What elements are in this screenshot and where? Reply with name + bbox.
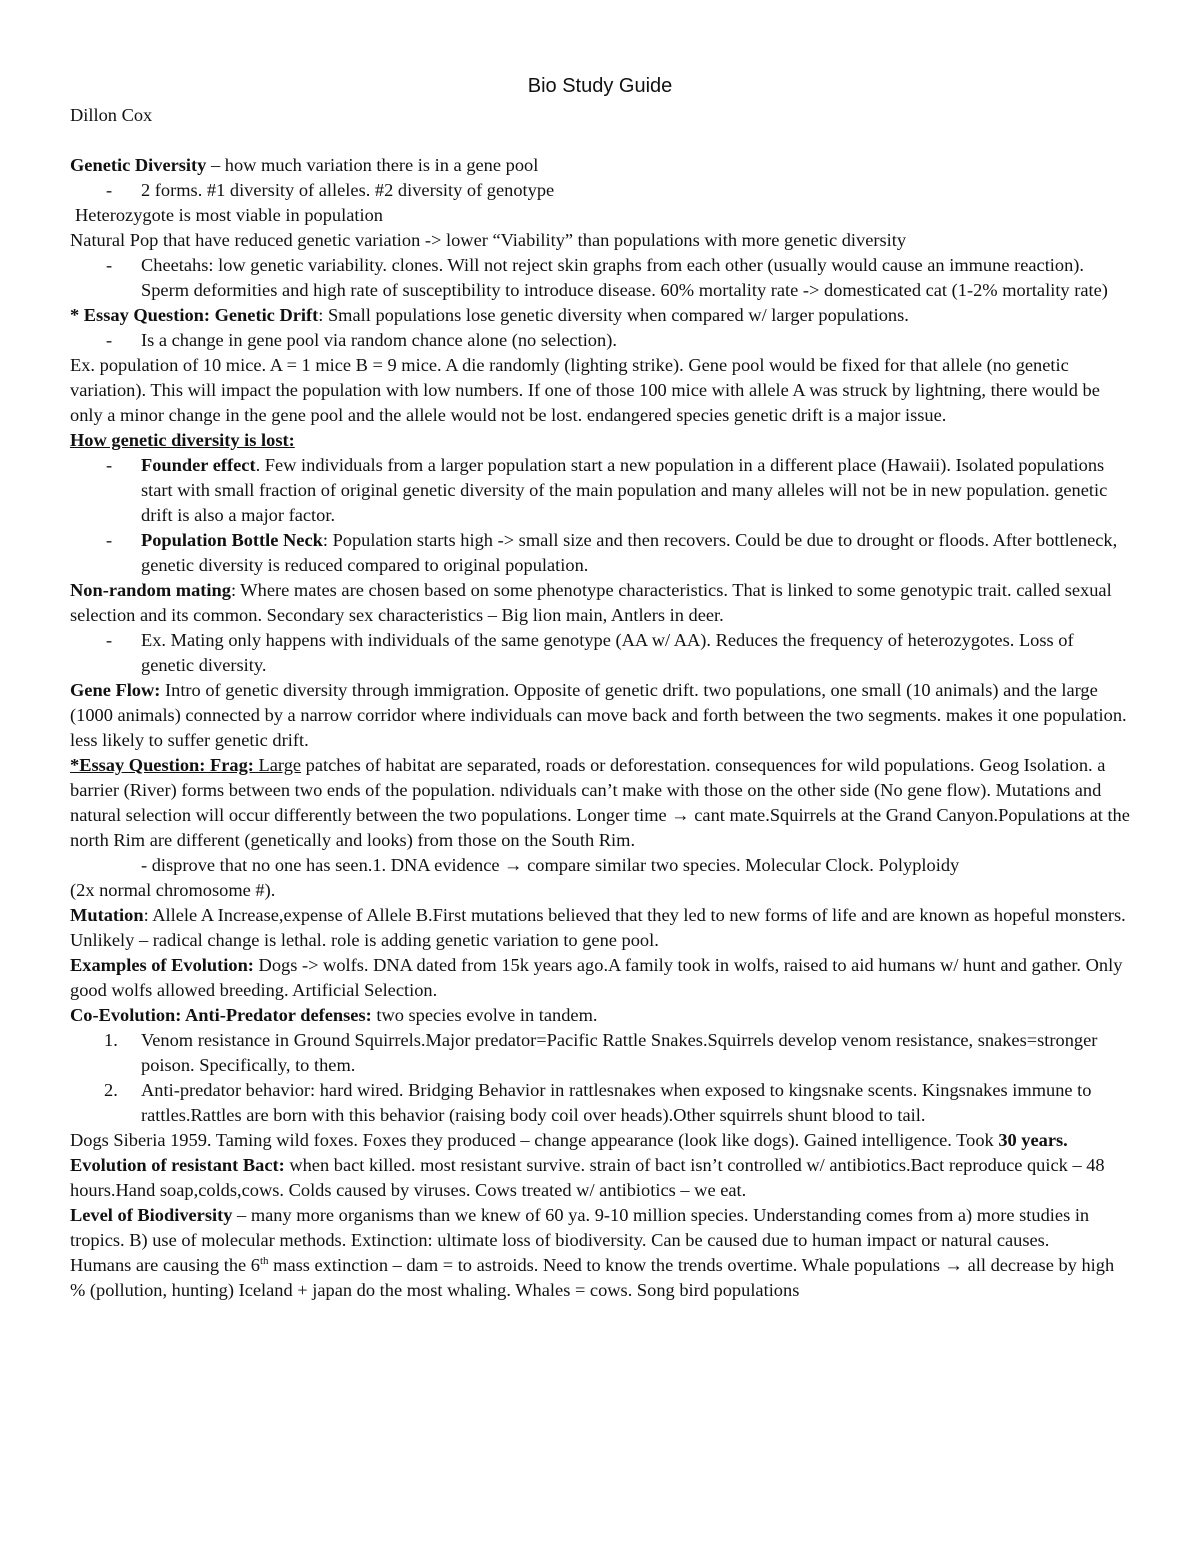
genetic-diversity-term: Genetic Diversity xyxy=(70,155,207,175)
blank-line xyxy=(70,128,1130,153)
genetic-drift-paragraph: * Essay Question: Genetic Drift: Small populations lose genetic diversity when compared w/ larger populations. xyxy=(70,305,909,325)
biodiversity-paragraph: Level of Biodiversity – many more organisms than we knew of 60 ya. 9-10 million species. Understanding comes from a) more studies in tropics. B) use of molecular methods. Extinction: ultimate loss of biodiversity. Can be caused due to human impact or natural causes. xyxy=(70,1205,1090,1250)
founder-effect-term: Founder effect xyxy=(141,455,256,475)
list-item: - Is a change in gene pool via random chance alone (no selection). xyxy=(70,328,1130,353)
frag-subline-end: (2x normal chromosome #). xyxy=(70,880,276,900)
list-item: - Cheetahs: low genetic variability. clones. Will not reject skin graphs from each other (usually would cause an immune reaction). Sperm deformities and high rate of susceptibility to introduce disease. 60% mortality rate -> domesticated cat (1-2% mortality rate) xyxy=(106,255,1108,300)
non-random-mating-term: Non-random mating xyxy=(70,580,231,600)
dash-bullet: - xyxy=(106,455,113,475)
dash-bullet: - xyxy=(106,180,113,200)
frag-term: *Essay Question: Frag: xyxy=(70,755,259,775)
genetic-diversity-lost-heading: How genetic diversity is lost: xyxy=(70,430,295,450)
heterozygote-line: Heterozygote is most viable in population xyxy=(75,205,383,225)
genetic-diversity-definition: – how much variation there is in a gene pool xyxy=(206,155,539,175)
dogs-siberia-paragraph: Dogs Siberia 1959. Taming wild foxes. Foxes they produced – change appearance (look like dogs). Gained intelligence. Took 30 years. xyxy=(70,1130,1068,1150)
list-number: 2. xyxy=(104,1080,118,1100)
bottle-neck-term: Population Bottle Neck xyxy=(141,530,323,550)
genetic-drift-term: * Essay Question: Genetic Drift xyxy=(70,305,319,325)
arrow-icon: → xyxy=(504,855,523,875)
non-random-mating-paragraph: Non-random mating: Where mates are chosen based on some phenotype characteristics. That is linked to some genotypic trait. called sexual selection and its common. Secondary sex characteristics – Big lion main, Antlers in deer. xyxy=(70,580,1112,625)
dash-bullet: - xyxy=(106,530,113,550)
mutation-term: Mutation xyxy=(70,905,144,925)
resistant-bact-paragraph: Evolution of resistant Bact: when bact killed. most resistant survive. strain of bact isn’t controlled w/ antibiotics.Bact reproduce quick – 48 hours.Hand soap,colds,cows. Colds caused by viruses. Cows treated w/ antibiotics – we eat. xyxy=(70,1155,1105,1200)
document-title: Bio Study Guide xyxy=(527,75,673,97)
numbered-item: 2. Anti-predator behavior: hard wired. Bridging Behavior in rattlesnakes when exposed to kingsnake scents. Kingsnakes immune to rattles.Rattles are born with this behavior (raising body coil over heads).Other squirrels shunt blood to tail. xyxy=(104,1080,1092,1125)
genetic-drift-example: Ex. population of 10 mice. A = 1 mice B = 9 mice. A die randomly (lighting strike). Gene pool would be fixed for that allele (no genetic variation). This will impact the population with low numbers. If one of those 100 mice with allele A was struck by lightning, there would be only a minor change in the gene pool and the allele would not be lost. endangered species genetic drift is a major issue. xyxy=(70,355,1100,425)
coevolution-term: Co-Evolution: Anti-Predator defenses: xyxy=(70,1005,372,1025)
arrow-icon: → xyxy=(671,805,690,825)
biodiversity-term: Level of Biodiversity xyxy=(70,1205,233,1225)
list-item: - 2 forms. #1 diversity of alleles. #2 diversity of genotype xyxy=(70,178,1130,203)
list-item: - Founder effect. Few individuals from a larger population start a new population in a different place (Hawaii). Isolated populations start with small fraction of original genetic diversity of the main population and many alleles will not be in new population. genetic drift is also a major factor. xyxy=(106,455,1108,525)
frag-paragraph: *Essay Question: Frag: Large patches of habitat are separated, roads or deforestation. consequences for wild populations. Geog Isolation. a barrier (River) forms between two ends of the population. ndividuals can’t make with those on the other side (No gene flow). Mutations and natural selection will occur differently between the two populations. Longer time → cant mate.Squirrels at the Grand Canyon.Populations at the north Rim are different (genetically and looks) from those on the South Rim. xyxy=(70,755,1130,850)
dash-bullet: - xyxy=(106,630,113,650)
resistant-bact-term: Evolution of resistant Bact: xyxy=(70,1155,285,1175)
author-name: Dillon Cox xyxy=(70,105,153,125)
coevolution-paragraph: Co-Evolution: Anti-Predator defenses: two species evolve in tandem. xyxy=(70,1005,598,1025)
humans-paragraph: Humans are causing the 6th mass extinction – dam = to astroids. Need to know the trends overtime. Whale populations → all decrease by high % (pollution, hunting) Iceland + japan do the most whaling. Whales = cows. Song bird populations xyxy=(70,1254,1115,1300)
examples-term: Examples of Evolution: xyxy=(70,955,254,975)
mutation-paragraph: Mutation: Allele A Increase,expense of Allele B.First mutations believed that they led to new forms of life and are known as hopeful monsters. Unlikely – radical change is lethal. role is adding genetic variation to gene pool. xyxy=(70,905,1126,950)
dash-bullet: - xyxy=(106,255,113,275)
dash-bullet: - xyxy=(106,330,113,350)
list-item: - Ex. Mating only happens with individuals of the same genotype (AA w/ AA). Reduces the frequency of heterozygotes. Loss of genetic diversity. xyxy=(106,630,1074,675)
natural-pop-line: Natural Pop that have reduced genetic variation -> lower “Viability” than populations with more genetic diversity xyxy=(70,230,907,250)
list-item: - Population Bottle Neck: Population starts high -> small size and then recovers. Could be due to drought or floods. After bottleneck, genetic diversity is reduced compared to original population. xyxy=(106,530,1118,575)
arrow-icon: → xyxy=(944,1255,963,1275)
gene-flow-term: Gene Flow: xyxy=(70,680,161,700)
genetic-diversity-paragraph xyxy=(70,153,1130,178)
list-number: 1. xyxy=(104,1030,118,1050)
numbered-item: 1. Venom resistance in Ground Squirrels.Major predator=Pacific Rattle Snakes.Squirrels develop venom resistance, snakes=stronger poison. Specifically, to them. xyxy=(104,1030,1098,1075)
gene-flow-paragraph: Gene Flow: Intro of genetic diversity through immigration. Opposite of genetic drift. two populations, one small (10 animals) and the large (1000 animals) connected by a narrow corridor where individuals can move back and forth between the two segments. makes it one population. less likely to suffer genetic drift. xyxy=(70,680,1127,750)
examples-paragraph: Examples of Evolution: Dogs -> wolfs. DNA dated from 15k years ago.A family took in wolfs, raised to aid humans w/ hunt and gather. Only good wolfs allowed breeding. Artificial Selection. xyxy=(70,955,1123,1000)
frag-subline: - disprove that no one has seen.1. DNA evidence → compare similar two species. Molecular Clock. Polyploidy xyxy=(141,855,960,875)
section-heading xyxy=(70,428,1130,453)
